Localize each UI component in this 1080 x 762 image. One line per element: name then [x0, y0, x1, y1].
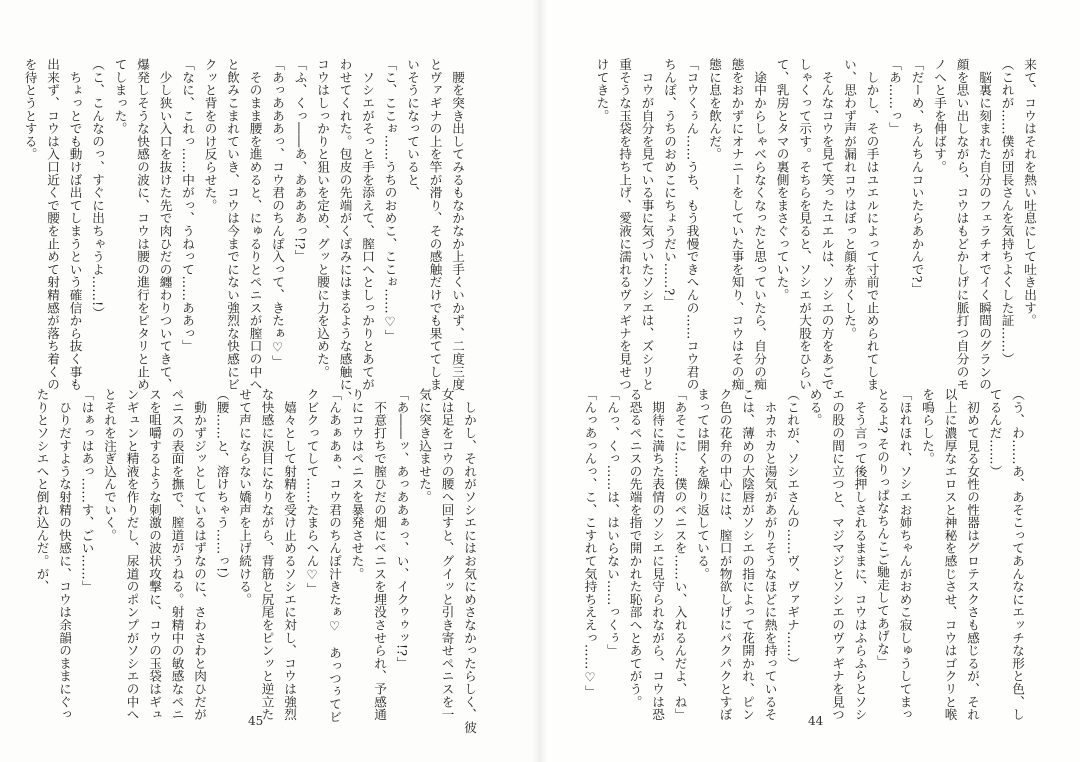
text-line: 女は足をコウの腰へ回すと、グイッと引き寄せペニスを一 — [439, 388, 455, 721]
text-line: けてきた。 — [594, 58, 610, 122]
text-line: 「はぁっはあっ……す、ごい……」 — [79, 388, 95, 593]
text-line: たりとソシエへと倒れ込んだ。が、 — [34, 388, 50, 593]
right-page-upper-text — [594, 58, 1040, 391]
text-line: （腰……と、溶けちゃう……っ!） — [214, 388, 230, 586]
text-line: スを咀嚼するような刺激の波状攻撃に、コウの玉袋はギュ — [147, 388, 162, 721]
text-line: める。 — [807, 388, 823, 427]
text-line: てるんだ……） — [987, 388, 1003, 478]
text-line: い、思わず声が漏れコウはぼっと顔を赤くした。 — [842, 58, 857, 340]
text-line: 「あっあああっ、コウ君のちんぽ入って、きたぁ♡」 — [270, 58, 285, 368]
text-line: りにコウはペニスを暴発させた。 — [349, 388, 365, 580]
text-line: 「ふ、くっ――あ、ああああっ!?」 — [292, 58, 308, 263]
text-line: 爆発しそうな快感の波に、コウは腰の進行をピタリと止め — [135, 58, 150, 391]
text-line: （こ、こんなのっ、すぐに出ちゃうよ……!） — [90, 58, 105, 320]
text-line: （これが、ソシエさんの……ヴ、ヴァギナ……） — [785, 388, 800, 670]
text-line: しかし、それがソシエにはお気にめさなかったらしく、彼 — [462, 388, 477, 734]
text-line: ホカホカと湯気があがりそうなほどに熱を持っているそ — [762, 388, 778, 721]
text-line: 「あ……っ」 — [887, 58, 902, 135]
text-line: クッと背をのけ反らせた。 — [202, 58, 218, 212]
text-line: 少し狭い入口を抜けた先で肉ひだの纏わりついてきて、 — [157, 58, 173, 391]
text-line: ノへと手を伸ばす。 — [932, 58, 947, 174]
text-line: 「んっあっんっ、こ、こすれて気持ちええっ……♡」 — [582, 388, 598, 698]
text-line: 来て、コウはそれを熱い吐息にして吐き出す。 — [1022, 58, 1037, 327]
text-line: 出来ず、コウは入口近くで腰を止めて射精感が落ち着くの — [45, 58, 60, 391]
text-line: （う、わ……あ、あそこってあんなにエッチな形と色、し — [1010, 388, 1025, 721]
text-line: を待とうとする。 — [22, 58, 38, 161]
text-line: しゃくって示す。そちらを見ると、ソシエが大股をひらい — [797, 58, 812, 391]
text-line: を鳴らした。 — [920, 388, 935, 465]
text-line: いそうになっていると、 — [405, 58, 420, 199]
text-line: とそれを注ぎ込んでいく。 — [102, 388, 117, 542]
text-line: ちんぽ、うちのおめこにちょうだい……?」 — [662, 58, 677, 309]
text-line: と飲みこまれていき、コウは今までにない強烈な快感にビ — [225, 58, 240, 391]
page-number-right: 44 — [808, 714, 824, 728]
text-line: ちょっとでも動けば出てしまうという確信から抜く事も — [67, 58, 83, 391]
text-line: （これが……僕が団長さんを気持ちよくした証……） — [999, 58, 1015, 366]
text-line: 「ほれほれ、ソシエお姉ちゃんがおめこ寂しゅうしてまっ — [897, 388, 913, 721]
text-line: 不意打ちで膣ひだの畑にペニスを埋没させられ、予感通 — [372, 388, 387, 721]
text-line: 気に突き込ませた。 — [417, 388, 432, 504]
text-line: 動かずジッとしているはずなのに、さわさわと肉ひだが — [192, 388, 207, 721]
text-line: クビクってして……たまらへん♡」 — [304, 388, 320, 596]
text-line: こは、薄めの大陰唇がソシエの指によって花開かれ、ピン — [740, 388, 755, 721]
book-gutter — [532, 0, 548, 762]
text-line: 顔を思い出しながら、コウはもどかしげに脈打つ自分のモ — [954, 58, 970, 391]
text-line: ソシエがそっと手を添えて、膣口へとしっかりとあてが — [360, 58, 375, 391]
text-line: 期待に満ちた表情のソシエに見守られながら、コウは恐 — [650, 388, 665, 721]
text-line: そのまま腰を進めると、にゅるりとペニスが膣口の中へ — [247, 58, 263, 391]
text-line: ンギュンと精液を作りだし、尿道のポンプがソシエの中へ — [124, 388, 140, 721]
text-line: 「コウくぅん……うち、もう我慢できへんの……コウ君の — [684, 58, 700, 391]
text-line: 以上に濃厚なエロスと神秘を感じさせ、コウはゴクリと喉 — [942, 388, 958, 721]
text-line: 「こ、ここぉ……うちのおめこ、ここぉ……♡」 — [382, 58, 398, 342]
text-line: る恐るペニスの先端を指で開かれた恥部へとあてがう。 — [627, 388, 643, 708]
text-line: て、乳房とタマの裏側をまさぐっていた。 — [774, 58, 790, 302]
page-number-left: 45 — [248, 714, 264, 728]
text-line: せて声にならない嬌声を上げ続ける。 — [237, 388, 252, 606]
text-line: 態をおかずにオナニーをしていた事を知り、コウはその痴 — [729, 58, 745, 391]
text-line: わせてくれた。包皮の先端がくぽみにはまるような感触に、 — [337, 58, 353, 404]
text-line: 「だーめ、ちんちんコいたらあかんで?」 — [909, 58, 925, 296]
text-line: な快感に涙目になりながら、背筋と尻尾をピンッと逆立た — [259, 388, 275, 721]
text-line: そんなコウを見て笑ったユエルは、ソシエの方をあごで — [819, 58, 835, 391]
text-line: コウが自分を見ている事に気づいたソシエは、ズシリと — [639, 58, 655, 391]
text-line: ひりだすような射精の快感に、コウは余韻のままにぐっ — [57, 388, 72, 721]
text-line: 「あ――ッ、あっああぁっ、い、イクゥゥッ!?」 — [394, 388, 410, 670]
text-line: 脳裏に刻まれた自分のフェラチオでイく瞬間のグランの — [977, 58, 992, 391]
text-line: とヴァギナの上を竿が滑り、その感触だけでも果ててしま — [427, 58, 443, 391]
text-line: 嬉々として射精を受け止めるソシエに対し、コウは強烈 — [282, 388, 297, 721]
text-line: てしまった。 — [112, 58, 128, 135]
text-line: エの股の間に立つと、マジマジとソシエのヴァギナを見つ — [830, 388, 845, 721]
left-page-upper-text — [22, 58, 468, 404]
text-line: 「なに、これっ……中がっ、うねって……ああっ」 — [180, 58, 195, 353]
text-line: ペニスの表面を撫で、膣道がうねる。射精中の敏感なペニ — [169, 388, 185, 721]
text-line: そう言って後押しされるままに、コウはふらふらとソシ — [852, 388, 868, 721]
text-line: 初めて見る女性の性器はグロテスクさも感じるが、それ — [965, 388, 980, 721]
text-line: 「んっ、くっ……は、はいらない……っくぅ」 — [605, 388, 620, 657]
text-line: 途中からしゃべらなくなったと思っていたら、自分の痴 — [752, 58, 767, 391]
text-line: 腰を突き出してみるもなかなか上手くいかず、二度三度 — [450, 58, 465, 391]
right-page — [540, 0, 1080, 762]
text-line: しかし、その手はユエルによって寸前で止められてしま — [864, 58, 880, 391]
text-line: ク色の花弁の中心には、膣口が物欲しげにパクパクとすぼ — [717, 388, 733, 721]
text-line: とるよ? そのりっぱなちんこご馳走してあげな」 — [875, 388, 890, 668]
text-line: 「あそこに……僕のペニスを……い、入れるんだよ、ね」 — [672, 388, 688, 721]
text-line: 重そうな玉袋を持ち上げ、愛液に濡れるヴァギナを見せつ — [617, 58, 632, 391]
text-line: コウはしっかりと狙いを定め、グッと腰に力を込めた。 — [315, 58, 330, 378]
text-line: 「んあぁあぁ、コウ君のちんぽ汁きたぁ♡ あっつぅてビ — [327, 388, 342, 724]
text-line: 態に息を飲んだ。 — [707, 58, 722, 161]
text-line: まっては開くを繰り返している。 — [695, 388, 710, 580]
